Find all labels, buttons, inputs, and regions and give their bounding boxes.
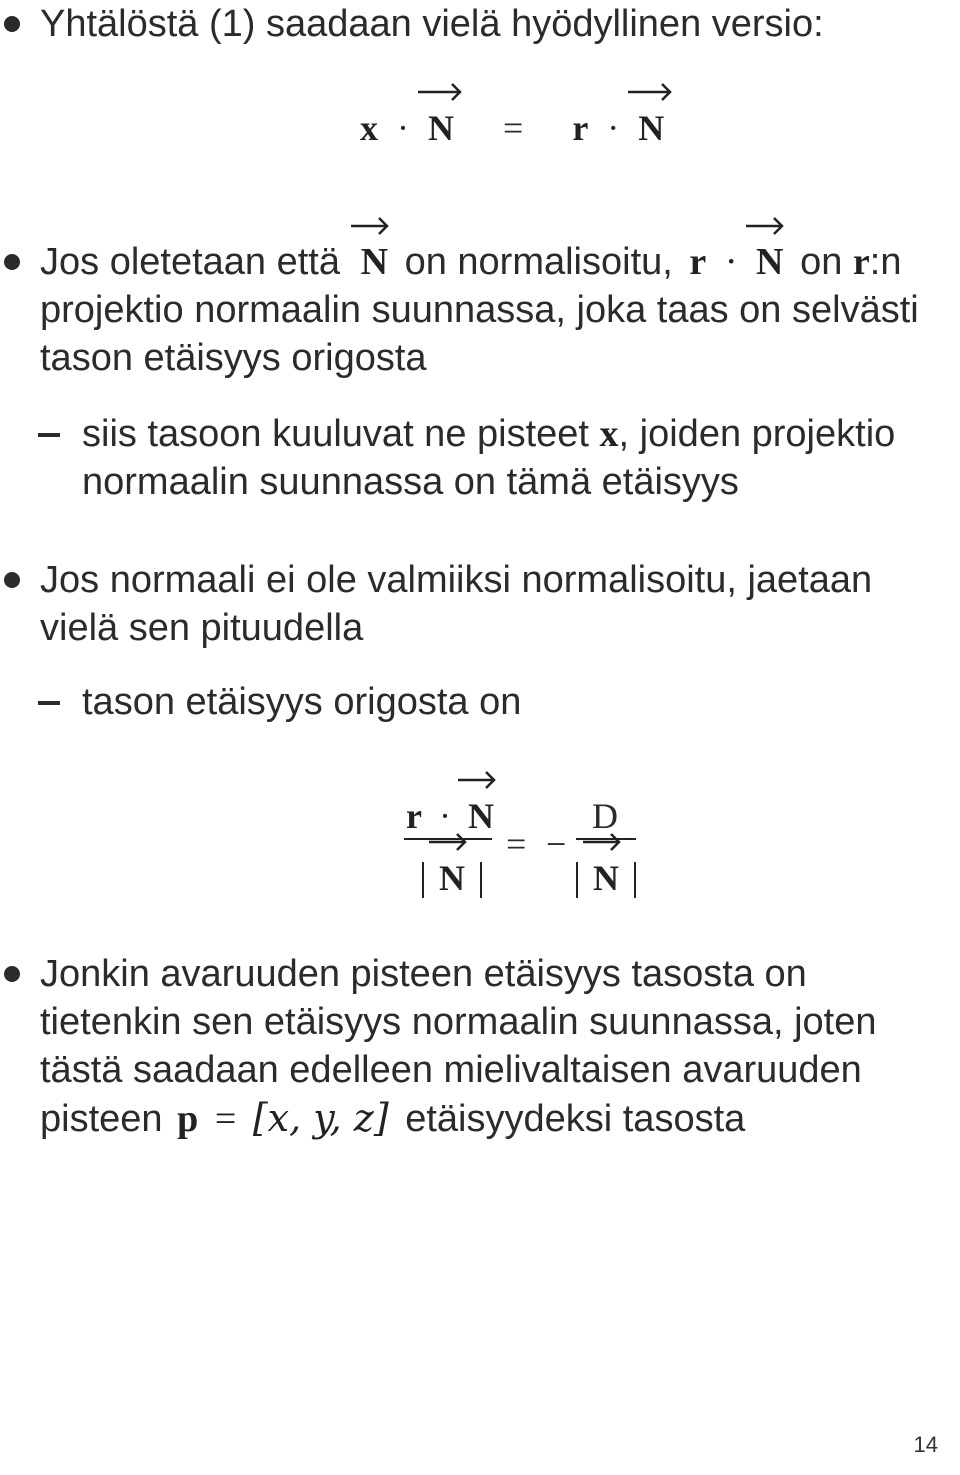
dash-icon (38, 701, 60, 705)
eq-normal-vector: N (428, 104, 454, 152)
bullet-4-line-3: tästä saadaan edelleen mielivaltaisen avaruuden (40, 1049, 862, 1091)
normal-vector-frac-den: N (439, 854, 465, 902)
vector-arrow-icon (458, 770, 500, 792)
sub-2a-line-2: normaalin suunnassa on tämä etäisyys (82, 461, 739, 503)
sub-item-3a (82, 678, 950, 726)
vector-arrow-icon (628, 82, 676, 104)
fraction-left-numerator: r · N (406, 792, 494, 840)
eq-normal-vector-2: N (638, 104, 664, 152)
abs-bar-icon (480, 862, 482, 898)
normal-vector-frac-num: N (468, 792, 494, 840)
fraction-right-numerator: D (592, 796, 618, 836)
bullet-item-4 (40, 950, 950, 1143)
normal-vector-inline-2: N (756, 238, 783, 286)
bullet-2-line-2: projektio normaalin suunnassa, joka taas on selvästi (40, 289, 919, 331)
equation-projection (360, 104, 664, 152)
bullet-item-1 (40, 0, 950, 48)
dash-icon (38, 433, 60, 437)
fraction-equals: = (506, 824, 527, 864)
bullet-icon (4, 254, 20, 270)
abs-bar-icon (576, 862, 578, 898)
eq-dot-2: · (607, 108, 620, 148)
bullet-item-3 (40, 556, 950, 652)
bullet-4-line-1: Jonkin avaruuden pisteen etäisyys tasosta on (40, 953, 807, 995)
equation-distance-fraction (400, 786, 660, 906)
vector-arrow-icon (583, 832, 625, 854)
bullet-3-line-2: vielä sen pituudella (40, 607, 364, 649)
abs-bar-icon (422, 862, 424, 898)
eq-rhs-r: r (572, 108, 589, 148)
bullet-2-line-3: tason etäisyys origosta (40, 337, 427, 379)
sub-2a-line-1: siis tasoon kuuluvat ne pisteet x, joiden projektio (82, 413, 896, 455)
normal-vector-inline: N (361, 238, 388, 286)
sub-3a-text: tason etäisyys origosta on (82, 681, 522, 723)
page-number: 14 (913, 1432, 938, 1457)
fraction-minus: − (546, 824, 567, 864)
vector-arrow-icon (418, 82, 466, 104)
vector-arrow-icon (351, 216, 393, 238)
normal-vector-frac-den-2: N (593, 854, 619, 902)
bullet-3-line-1: Jos normaali ei ole valmiiksi normalisoitu, jaetaan (40, 559, 873, 601)
vector-arrow-icon (746, 216, 788, 238)
eq-lhs-x: x (360, 108, 378, 148)
bullet-item-2 (40, 238, 950, 382)
eq-dot: · (397, 108, 409, 148)
abs-bar-icon (634, 862, 636, 898)
vector-arrow-icon (429, 832, 471, 854)
bullet-4-line-4: pisteen p = [x, y, z] etäisyydeksi tasosta (40, 1096, 746, 1140)
bullet-4-line-2: tietenkin sen etäisyys normaalin suunnassa, joten (40, 1001, 877, 1043)
sub-item-2a (82, 410, 950, 506)
bullet-icon (4, 572, 20, 588)
fraction-left-denominator (422, 854, 482, 902)
bullet-1-text: Yhtälöstä (1) saadaan vielä hyödyllinen versio: (40, 3, 824, 45)
bullet-icon (4, 966, 20, 982)
fraction-right-denominator (576, 854, 636, 902)
bullet-icon (4, 16, 20, 32)
eq-equals: = (503, 108, 524, 148)
bullet-2-line-1: Jos oletetaan että N on normalisoitu, r · N on r:n (40, 238, 950, 286)
